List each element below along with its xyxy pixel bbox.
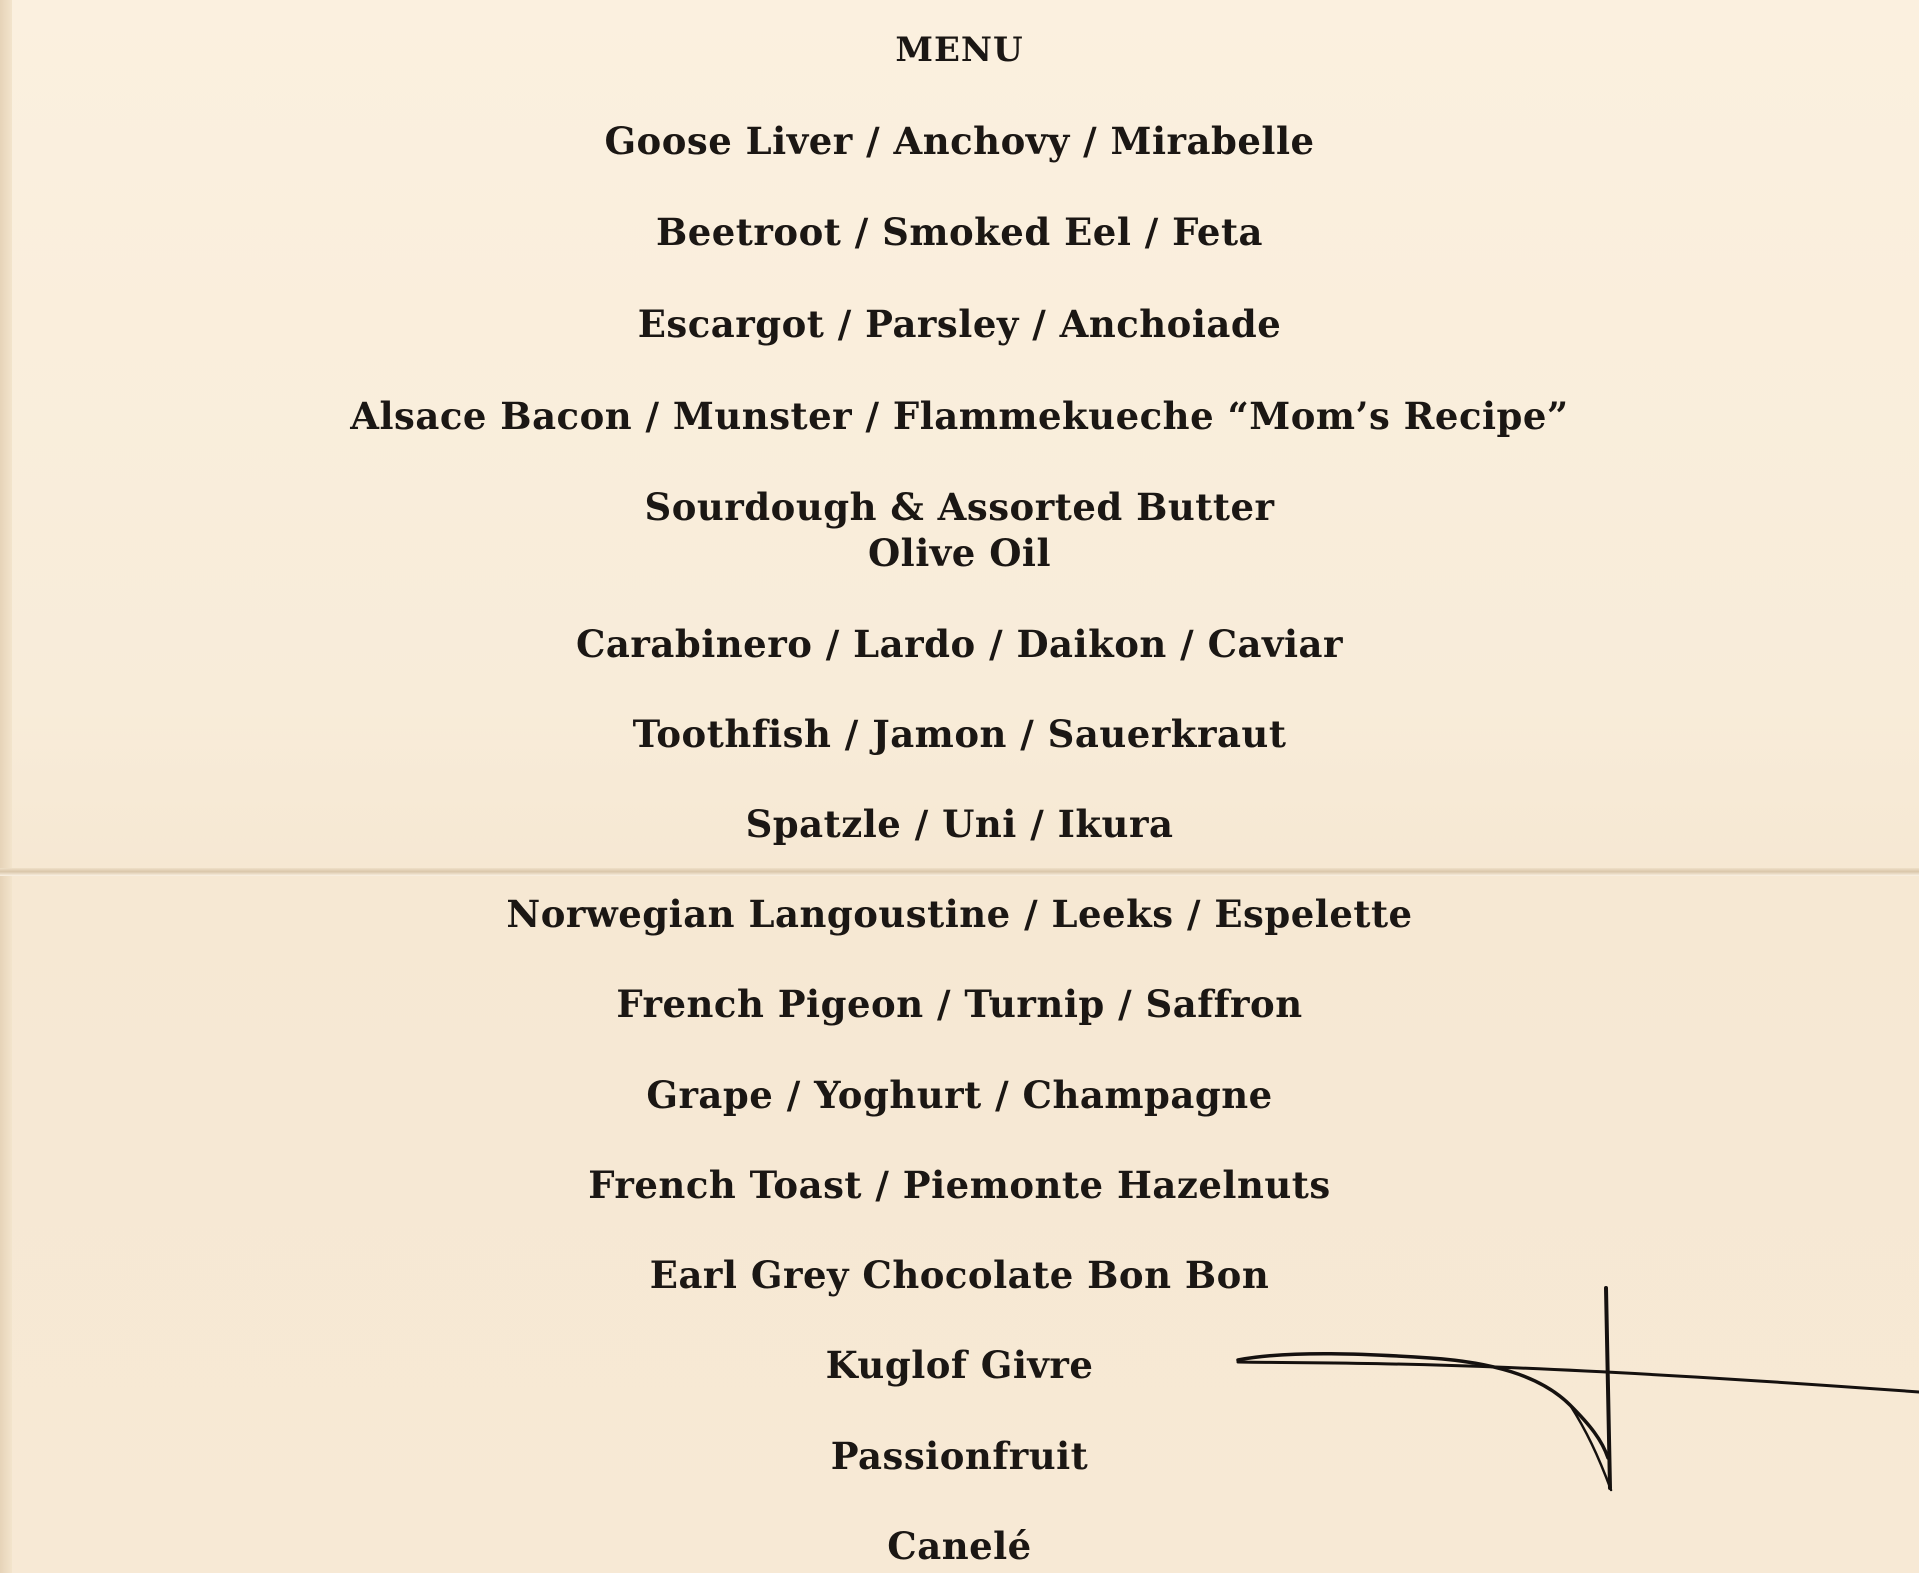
menu-title: MENU — [895, 30, 1024, 70]
menu-item-canele: Canelé — [887, 1524, 1032, 1568]
menu-item-carabinero: Carabinero / Lardo / Daikon / Caviar — [575, 622, 1344, 666]
menu-item-beetroot: Beetroot / Smoked Eel / Feta — [655, 210, 1264, 254]
menu-item-escargot: Escargot / Parsley / Anchoiade — [637, 302, 1282, 346]
menu-item-french-toast: French Toast / Piemonte Hazelnuts — [588, 1163, 1331, 1207]
menu-item-langoustine: Norwegian Langoustine / Leeks / Espelette — [506, 892, 1413, 936]
menu-item-olive-oil: Olive Oil — [867, 531, 1052, 575]
menu-item-toothfish: Toothfish / Jamon / Sauerkraut — [632, 712, 1287, 756]
menu-item-spatzle: Spatzle / Uni / Ikura — [745, 802, 1174, 846]
menu-item-kuglof: Kuglof Givre — [825, 1343, 1094, 1387]
menu-item-alsace-bacon: Alsace Bacon / Munster / Flammekueche “Mom’s Recipe” — [350, 394, 1569, 438]
menu-item-pigeon: French Pigeon / Turnip / Saffron — [616, 982, 1303, 1026]
menu-item-sourdough: Sourdough & Assorted Butter — [644, 485, 1275, 529]
signature-icon — [1230, 1280, 1919, 1510]
menu-item-passionfruit: Passionfruit — [830, 1434, 1089, 1478]
menu-item-goose-liver: Goose Liver / Anchovy / Mirabelle — [604, 119, 1315, 163]
menu-item-bon-bon: Earl Grey Chocolate Bon Bon — [649, 1253, 1270, 1297]
menu-item-grape: Grape / Yoghurt / Champagne — [646, 1073, 1273, 1117]
